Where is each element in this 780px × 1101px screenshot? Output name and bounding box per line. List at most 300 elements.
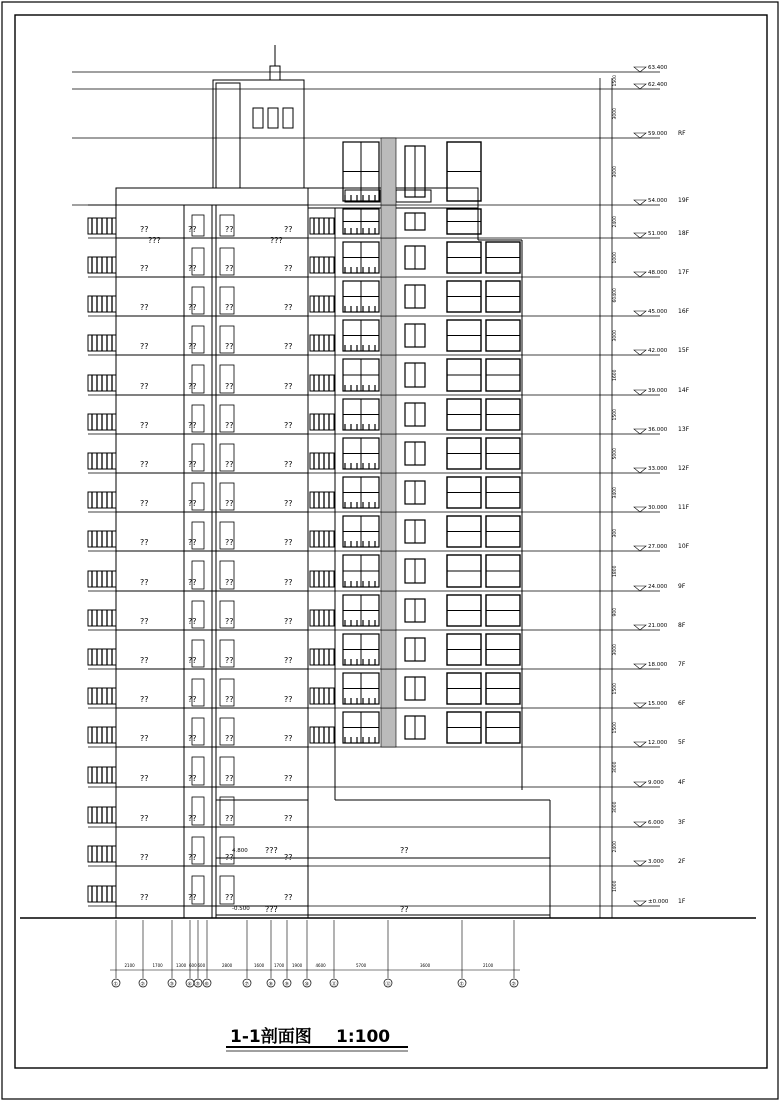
balcony-right [310, 649, 334, 665]
bay-dimension: 1700 [274, 963, 285, 968]
room-label: ?? [284, 303, 293, 312]
window [405, 324, 425, 347]
floor-name: 16F [678, 308, 690, 315]
level-value: 18.000 [648, 662, 668, 668]
bay-dimension: 2100 [124, 963, 135, 968]
floor-name: 1F [678, 898, 686, 905]
floor-name: 10F [678, 543, 690, 550]
balcony-right [310, 571, 334, 587]
balcony-left [88, 886, 116, 902]
floor-name: 19F [678, 197, 690, 204]
hatched-shaft [381, 473, 396, 512]
room-label: ?? [188, 734, 197, 743]
axis-label: ⑪ [331, 981, 337, 988]
axis-label: ⑤ [195, 981, 200, 988]
room-label: ?? [225, 225, 234, 234]
level-value: 6.000 [648, 820, 664, 826]
room-label: ?? [225, 774, 234, 783]
level-value: 39.000 [648, 388, 668, 394]
window [343, 477, 379, 508]
room-label: ?? [140, 734, 149, 743]
axis-label: ② [140, 981, 145, 988]
axis-label: ④ [187, 981, 192, 988]
window [343, 242, 379, 273]
window [343, 634, 379, 665]
room-label: ?? [140, 460, 149, 469]
balcony-right [310, 610, 334, 626]
floor-name: 18F [678, 230, 690, 237]
drawing-title: 1-1剖面图 [230, 1027, 312, 1047]
hatched-shaft [381, 277, 396, 316]
level-value: 30.000 [648, 505, 668, 511]
room-label: ?? [188, 695, 197, 704]
window [447, 242, 481, 273]
level-marker-icon [634, 546, 646, 551]
floor-name: 15F [678, 347, 690, 354]
level-value: ±0.000 [648, 899, 669, 905]
level-value: 9.000 [648, 780, 664, 786]
window [486, 516, 520, 547]
room-label: ?? [188, 814, 197, 823]
level-value: 12.000 [648, 740, 668, 746]
window [447, 673, 481, 704]
room-label: ?? [188, 538, 197, 547]
window [447, 281, 481, 312]
balcony-right [310, 688, 334, 704]
window [405, 403, 425, 426]
window [343, 438, 379, 469]
room-label: ?? [400, 905, 409, 914]
hatched-shaft [381, 591, 396, 630]
level-value: 36.000 [648, 427, 668, 433]
balcony-left [88, 492, 116, 508]
vertical-dimension: 1500 [613, 75, 618, 87]
hatched-shaft [381, 630, 396, 669]
vertical-dimension: 3000 [613, 108, 618, 120]
floor-name: 7F [678, 661, 686, 668]
balcony-left [88, 767, 116, 783]
vertical-dimension: 3000 [613, 644, 618, 656]
window [343, 281, 379, 312]
room-label: ?? [225, 264, 234, 273]
window [486, 712, 520, 743]
level-value: 42.000 [648, 348, 668, 354]
bay-dimension: 2800 [222, 963, 233, 968]
balcony-left [88, 335, 116, 351]
room-label: ?? [140, 342, 149, 351]
window [486, 595, 520, 626]
room-label: ?? [284, 538, 293, 547]
level-value: 15.000 [648, 701, 668, 707]
level-marker-icon [634, 703, 646, 708]
balcony-right [310, 257, 334, 273]
room-label: ?? [140, 814, 149, 823]
window [486, 555, 520, 587]
window [447, 399, 481, 430]
axis-label: ⑩ [304, 981, 309, 988]
bay-dimension: 1600 [254, 963, 265, 968]
room-label: ?? [140, 853, 149, 862]
room-label: ?? [225, 303, 234, 312]
room-label: ?? [284, 421, 293, 430]
room-label: ?? [225, 853, 234, 862]
window [447, 209, 481, 234]
room-label: ?? [188, 853, 197, 862]
axis-label: ⑨ [284, 981, 289, 988]
window [405, 246, 425, 269]
bay-dimension: 5700 [356, 963, 367, 968]
level-value: 54.000 [648, 198, 668, 204]
level-marker-icon [634, 742, 646, 747]
room-label: ?? [140, 774, 149, 783]
level-marker-icon [634, 350, 646, 355]
window [447, 595, 481, 626]
level-marker-icon [634, 586, 646, 591]
vertical-dimension: 1000 [613, 880, 618, 892]
hatched-shaft [381, 512, 396, 551]
axis-label: ⑥ [204, 981, 209, 988]
room-label: ?? [140, 421, 149, 430]
level-value: 48.000 [648, 270, 668, 276]
window [447, 477, 481, 508]
level-value: 21.000 [648, 623, 668, 629]
room-label: ?? [225, 538, 234, 547]
vertical-dimension: 3000 [613, 330, 618, 342]
floor-name: 6F [678, 700, 686, 707]
room-label: ?? [188, 342, 197, 351]
room-label: ?? [188, 303, 197, 312]
bay-dimension: 4600 [315, 963, 326, 968]
level-marker-icon [634, 822, 646, 827]
room-label: ?? [225, 893, 234, 902]
room-label: ?? [140, 538, 149, 547]
room-label: ?? [284, 814, 293, 823]
room-label: ?? [284, 853, 293, 862]
drawing-scale: 1:100 [336, 1027, 391, 1047]
level-value: 63.400 [648, 65, 668, 71]
level-value: 59.000 [648, 131, 668, 137]
floor-name: 3F [678, 819, 686, 826]
room-label: ?? [225, 695, 234, 704]
axis-label: ② [511, 981, 516, 988]
window [343, 320, 379, 351]
floor-name: 13F [678, 426, 690, 433]
balcony-left [88, 727, 116, 743]
vertical-dimension: 300 [613, 528, 618, 538]
room-label: ?? [225, 342, 234, 351]
window [486, 242, 520, 273]
window [405, 213, 425, 230]
room-label: ?? [225, 499, 234, 508]
window [343, 712, 379, 743]
axis-label: ① [459, 981, 464, 988]
window [486, 281, 520, 312]
balcony-left [88, 531, 116, 547]
window [405, 638, 425, 661]
window [486, 320, 520, 351]
balcony-left [88, 649, 116, 665]
window [447, 142, 481, 201]
level-marker-icon [634, 133, 646, 138]
hatched-shaft [381, 138, 396, 205]
vertical-dimension: 3000 [613, 801, 618, 813]
balcony-left [88, 257, 116, 273]
balcony-left [88, 571, 116, 587]
level-marker-icon [634, 233, 646, 238]
vertical-dimension: 60400 [613, 288, 618, 303]
balcony-right [310, 531, 334, 547]
level-value: 62.400 [648, 82, 668, 88]
level-marker-icon [634, 625, 646, 630]
hatched-shaft [381, 355, 396, 395]
level-value: 51.000 [648, 231, 668, 237]
hatched-shaft [381, 238, 396, 277]
room-label: ?? [188, 499, 197, 508]
hatched-shaft [381, 434, 396, 473]
level-marker-icon [634, 664, 646, 669]
balcony-left [88, 375, 116, 391]
room-label: ?? [225, 421, 234, 430]
room-label: ?? [284, 264, 293, 273]
window [447, 516, 481, 547]
bay-dimension: 3600 [420, 963, 431, 968]
level-value: 33.000 [648, 466, 668, 472]
window [405, 716, 425, 739]
room-label: ?? [284, 578, 293, 587]
room-label: ?? [140, 578, 149, 587]
room-label: ?? [140, 303, 149, 312]
hatched-shaft [381, 669, 396, 708]
window [343, 516, 379, 547]
level-value: 3.000 [648, 859, 664, 865]
bay-dimension: 600 [197, 963, 206, 968]
window [447, 320, 481, 351]
level-marker-icon [634, 507, 646, 512]
vertical-dimension: 1600 [613, 369, 618, 381]
window [447, 359, 481, 391]
axis-label: ⑧ [268, 981, 273, 988]
balcony-left [88, 610, 116, 626]
room-label: ??? [265, 846, 278, 855]
window [447, 634, 481, 665]
bay-dimension: 1300 [176, 963, 187, 968]
room-label: ??? [265, 905, 278, 914]
room-label: ?? [225, 814, 234, 823]
room-label: ?? [284, 734, 293, 743]
floor-name: 4F [678, 779, 686, 786]
level-marker-icon [634, 84, 646, 89]
balcony-right [310, 375, 334, 391]
room-label: ?? [225, 578, 234, 587]
room-label: ?? [140, 656, 149, 665]
balcony-left [88, 414, 116, 430]
room-label: ?? [284, 225, 293, 234]
balcony-left [88, 296, 116, 312]
room-label: ?? [188, 460, 197, 469]
window [405, 520, 425, 543]
vertical-dimension: 1000 [613, 252, 618, 264]
room-label: ?? [225, 617, 234, 626]
floor-name: 5F [678, 739, 686, 746]
floor-name: RF [678, 130, 686, 137]
window [486, 399, 520, 430]
floor-name: 11F [678, 504, 690, 511]
axis-label: ⑦ [244, 981, 249, 988]
level-marker-icon [634, 782, 646, 787]
vertical-dimension: 3000 [613, 166, 618, 178]
window [343, 673, 379, 704]
room-label: ?? [188, 893, 197, 902]
room-label: ?? [188, 617, 197, 626]
window [405, 442, 425, 465]
vertical-dimension: 1500 [613, 722, 618, 734]
floor-name: 12F [678, 465, 690, 472]
room-label: ??? [270, 236, 283, 245]
room-label: ?? [188, 264, 197, 273]
level-marker-icon [634, 272, 646, 277]
balcony-right [310, 414, 334, 430]
room-label: ?? [188, 382, 197, 391]
balcony-right [310, 453, 334, 469]
hatched-shaft [381, 205, 396, 238]
balcony-right [310, 296, 334, 312]
window [486, 634, 520, 665]
level-value: 27.000 [648, 544, 668, 550]
window [405, 599, 425, 622]
balcony-left [88, 807, 116, 823]
room-label: ?? [188, 656, 197, 665]
hatched-shaft [381, 316, 396, 355]
dimension-column [600, 78, 612, 918]
hatched-shaft [381, 708, 396, 747]
vertical-dimension: 3000 [613, 761, 618, 773]
window [405, 285, 425, 308]
vertical-dimension: 2400 [613, 216, 618, 228]
window [343, 209, 379, 234]
level-marker-icon [634, 861, 646, 866]
window [343, 399, 379, 430]
level-marker-icon [634, 901, 646, 906]
room-label: ?? [284, 382, 293, 391]
room-label: ??? [148, 236, 161, 245]
balcony-right [310, 218, 334, 234]
room-label: ?? [225, 382, 234, 391]
level-marker-icon [634, 67, 646, 72]
balcony-left [88, 846, 116, 862]
vertical-dimension: 2400 [613, 841, 618, 853]
level-marker-icon [634, 390, 646, 395]
level-value: 45.000 [648, 309, 668, 315]
axis-label: ① [113, 981, 118, 988]
vertical-dimension: 1800 [613, 565, 618, 577]
balcony-left [88, 688, 116, 704]
level-marker-icon [634, 200, 646, 205]
bay-dimension: 1900 [292, 963, 303, 968]
bay-dimension: 2100 [483, 963, 494, 968]
window [405, 146, 425, 197]
level-value: 24.000 [648, 584, 668, 590]
vertical-dimension: 5000 [613, 448, 618, 460]
window [486, 673, 520, 704]
floor-name: 14F [678, 387, 690, 394]
room-label: ?? [284, 617, 293, 626]
window [486, 359, 520, 391]
window [343, 359, 379, 391]
window [405, 559, 425, 583]
axis-label: ⑫ [385, 981, 391, 988]
hatched-shaft [381, 395, 396, 434]
window [486, 438, 520, 469]
room-label: ?? [225, 656, 234, 665]
room-label: ?? [140, 893, 149, 902]
vertical-dimension: 1500 [613, 683, 618, 695]
hatched-shaft [381, 551, 396, 591]
room-label: ?? [188, 225, 197, 234]
room-label: ?? [140, 264, 149, 273]
vertical-dimension: 900 [613, 607, 618, 617]
floor-name: 9F [678, 583, 686, 590]
room-label: ?? [284, 893, 293, 902]
vertical-dimension: 3400 [613, 487, 618, 499]
vertical-dimension: 1500 [613, 409, 618, 421]
level-marker-icon [634, 311, 646, 316]
room-label: ?? [400, 846, 409, 855]
room-label: ?? [188, 774, 197, 783]
balcony-right [310, 335, 334, 351]
window [447, 712, 481, 743]
window [343, 595, 379, 626]
bay-dimension: 600 [189, 963, 197, 968]
room-label: ?? [140, 499, 149, 508]
balcony-right [310, 727, 334, 743]
room-label: ?? [284, 342, 293, 351]
bay-dimension: 1700 [152, 963, 163, 968]
room-label: ?? [225, 460, 234, 469]
balcony-right [310, 492, 334, 508]
room-label: ?? [284, 695, 293, 704]
room-label: ?? [140, 225, 149, 234]
window [447, 438, 481, 469]
room-label: ?? [140, 382, 149, 391]
room-label: ?? [188, 421, 197, 430]
floor-name: 8F [678, 622, 686, 629]
interior-level: -0.500 [232, 906, 250, 912]
room-label: ?? [140, 617, 149, 626]
room-label: ?? [284, 774, 293, 783]
room-label: ?? [140, 695, 149, 704]
level-marker-icon [634, 468, 646, 473]
window [405, 363, 425, 387]
window [343, 142, 379, 201]
balcony-left [88, 218, 116, 234]
window [343, 555, 379, 587]
room-label: ?? [284, 460, 293, 469]
interior-level: 4.800 [232, 848, 248, 854]
window [405, 481, 425, 504]
room-label: ?? [188, 578, 197, 587]
window [447, 555, 481, 587]
window [405, 677, 425, 700]
floor-name: 2F [678, 858, 686, 865]
level-marker-icon [634, 429, 646, 434]
room-label: ?? [225, 734, 234, 743]
balcony-left [88, 453, 116, 469]
floor-name: 17F [678, 269, 690, 276]
room-label: ?? [284, 499, 293, 508]
room-label: ?? [284, 656, 293, 665]
axis-label: ③ [169, 981, 174, 988]
window [486, 477, 520, 508]
